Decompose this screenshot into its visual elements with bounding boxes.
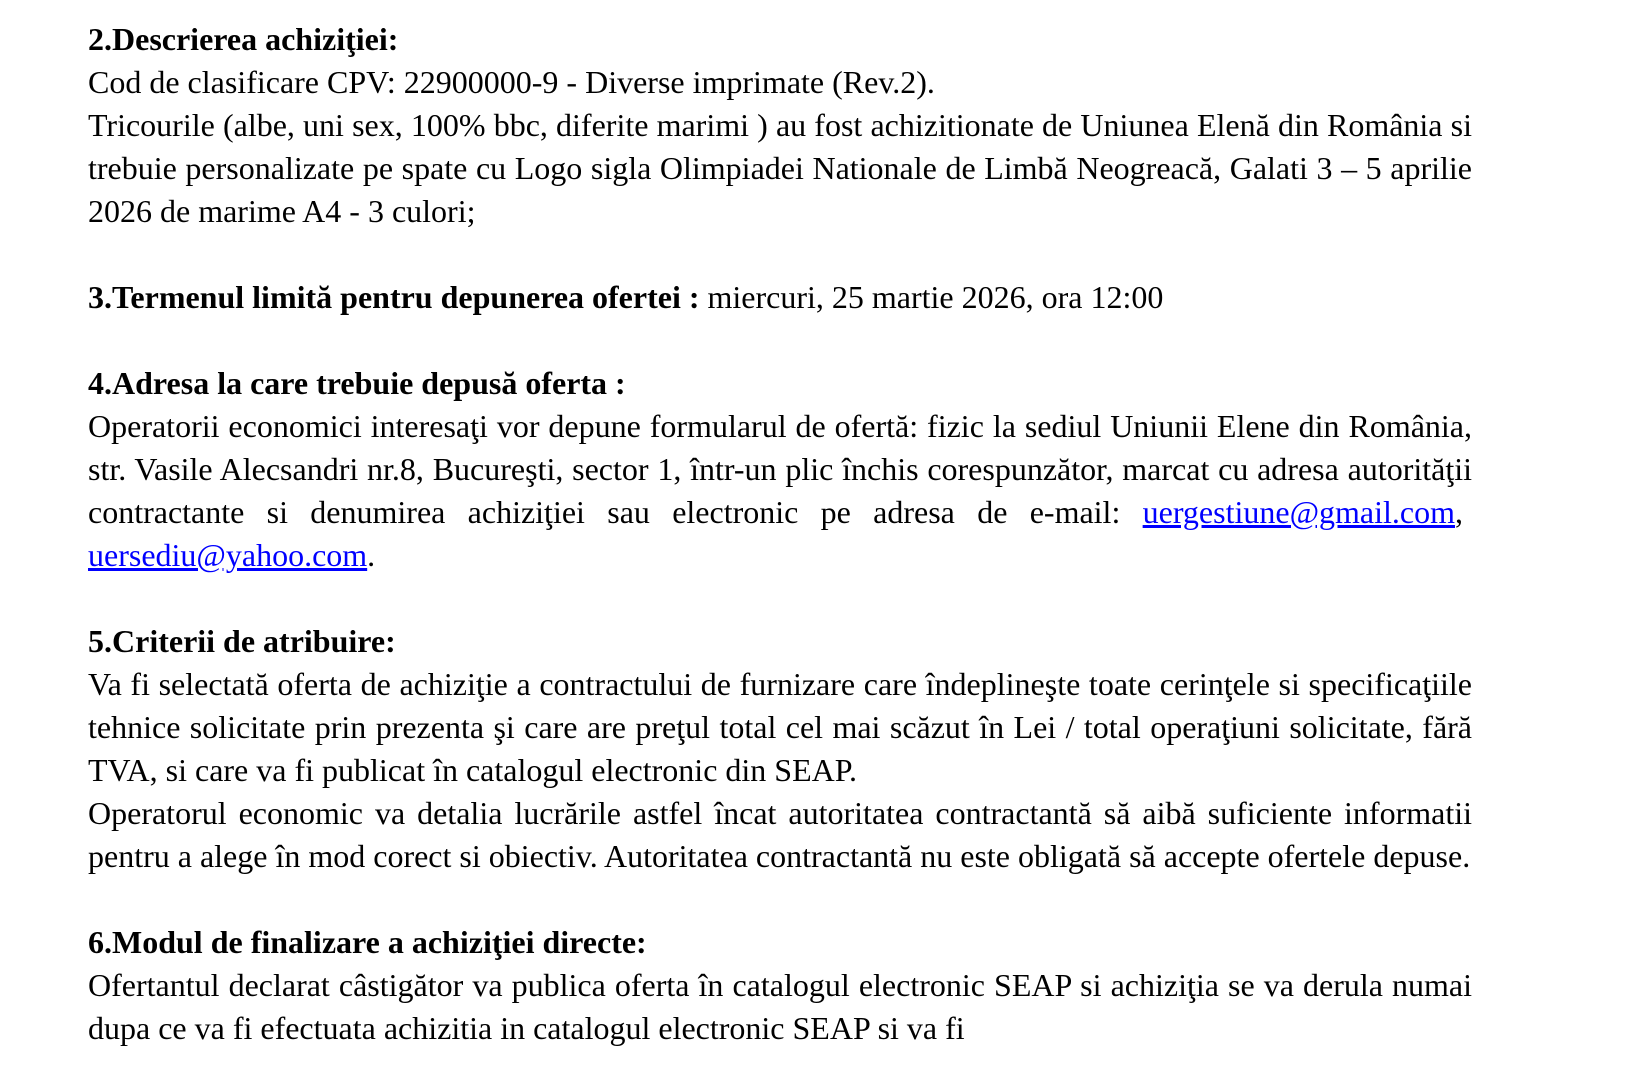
address-paragraph-suffix: .: [367, 537, 376, 573]
section-termen-limita: [88, 276, 1472, 319]
section-2-heading: 2.Descrierea achiziţiei:: [88, 21, 399, 57]
cpv-code-paragraph: Cod de clasificare CPV: 22900000-9 - Diverse imprimate (Rev.2).: [88, 64, 935, 100]
section-mod-finalizare: [88, 921, 1472, 1050]
email-separator: ,: [1455, 494, 1463, 530]
deadline-line: [88, 276, 1472, 319]
section-adresa-depunere: [88, 362, 1472, 577]
criteria-paragraph-2: Operatorul economic va detalia lucrările astfel încat autoritatea contractantă să aibă suficiente informatii pentru a alege în mod corect si obiectiv. Autoritatea contractantă nu este obligată să accepte ofertele depuse.: [88, 795, 1472, 874]
section-6-heading: 6.Modul de finalizare a achiziţiei directe:: [88, 924, 647, 960]
address-paragraph: [88, 405, 1472, 577]
finalization-paragraph: Ofertantul declarat câstigător va publica oferta în catalogul electronic SEAP si achiziţia se va derula numai dupa ce va fi efectuata achizitia in catalogul electronic SEAP si va fi: [88, 967, 1472, 1046]
section-3-heading: 3.Termenul limită pentru depunerea ofertei :: [88, 279, 700, 315]
section-descrierea-achizitiei: [88, 18, 1472, 233]
email-link-uergestiune[interactable]: uergestiune@gmail.com: [1142, 494, 1455, 530]
address-paragraph-text: Operatorii economici interesaţi vor depune formularul de ofertă: fizic la sediul Uniunii Elene din România, str. Vasile Alecsandri nr.8, Bucureşti, sector 1, într-un plic închis corespunzător, marcat cu adresa autorităţii contractante si denumirea achiziţiei sau electronic pe adresa de e-mail:: [88, 408, 1472, 530]
section-4-heading: 4.Adresa la care trebuie depusă oferta :: [88, 365, 626, 401]
email-link-uersediu[interactable]: uersediu@yahoo.com: [88, 537, 368, 573]
criteria-paragraph-1: Va fi selectată oferta de achiziţie a contractului de furnizare care îndeplineşte toate cerinţele si specificaţiile tehnice solicitate prin prezenta şi care are preţul total cel mai scăzut în Lei / total operaţiuni solicitate, fără TVA, si care va fi publicat în catalogul electronic din SEAP.: [88, 666, 1472, 788]
section-criterii-atribuire: [88, 620, 1472, 878]
product-description-paragraph: Tricourile (albe, uni sex, 100% bbc, diferite marimi ) au fost achizitionate de Uniunea Elenă din România si trebuie personalizate pe spate cu Logo sigla Olimpiadei Nationale de Limbă Neogreacă, Galati 3 – 5 aprilie 2026 de marime A4 - 3 culori;: [88, 107, 1472, 229]
deadline-value: miercuri, 25 martie 2026, ora 12:00: [707, 279, 1164, 315]
section-5-heading: 5.Criterii de atribuire:: [88, 623, 396, 659]
